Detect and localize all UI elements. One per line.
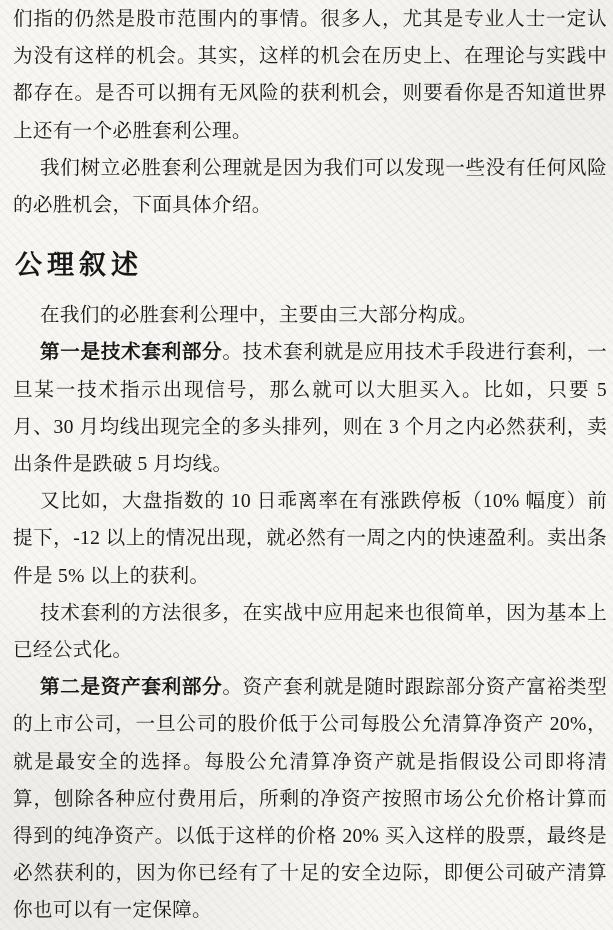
paragraph-technical-arbitrage: [13, 334, 607, 483]
paragraph-method-summary: 技术套利的方法很多，在实战中应用起来也很简单，因为基本上已经公式化。: [13, 602, 607, 662]
paragraph-bias-example: 又比如，大盘指数的 10 日乖离率在有涨跌停板（10% 幅度）前提下，-12 以上的情况出现，就必然有一周之内的快速盈利。卖出条件是 5% 以上的获利。: [13, 491, 607, 587]
paragraph-technical-arbitrage-lead: 第一是技术套利部分: [40, 342, 223, 364]
paragraph-intro: 我们树立必胜套利公理就是因为我们可以发现一些没有任何风险的必胜机会，下面具体介绍。: [13, 157, 607, 217]
section-heading: 公理叙述: [15, 250, 143, 281]
paragraph-continuation: 们指的仍然是股市范围内的事情。很多人，尤其是专业人士一定认为没有这样的机会。其实，这样的机会在历史上、在理论与实践中都存在。是否可以拥有无风险的获利机会，则要看你是否知道世界上还有一个必胜套利公理。: [13, 9, 607, 142]
paragraph-asset-arbitrage-lead: 第二是资产套利部分: [40, 677, 223, 699]
paragraph-technical-arbitrage-body: 。技术套利就是应用技术手段进行套利，一旦某一技术指示出现信号，那么就可以大胆买入。比如，只要 5 月、30 月均线出现完全的多头排列，则在 3 个月之内必然获利，卖出条件是跌破 5 月均线。: [13, 342, 608, 476]
paragraph-asset-arbitrage-body: 。资产套利就是随时跟踪部分资产富裕类型的上市公司，一旦公司的股价低于公司每股公允清算净资产 20%，就是最安全的选择。每股公允清算净资产就是指假设公司即将清算，刨除各种应付费用后，所剩的净资产按照市场公允价格计算而得到的纯净资产。以低于这样的价格 20% 买入这样的股票，最终是必然获利的，因为你已经有了十足的安全边际，即便公司破产清算你也可以有一定保障。: [13, 677, 608, 922]
paragraph-asset-arbitrage: [13, 669, 607, 929]
paragraph-overview: 在我们的必胜套利公理中，主要由三大部分构成。: [40, 305, 478, 327]
